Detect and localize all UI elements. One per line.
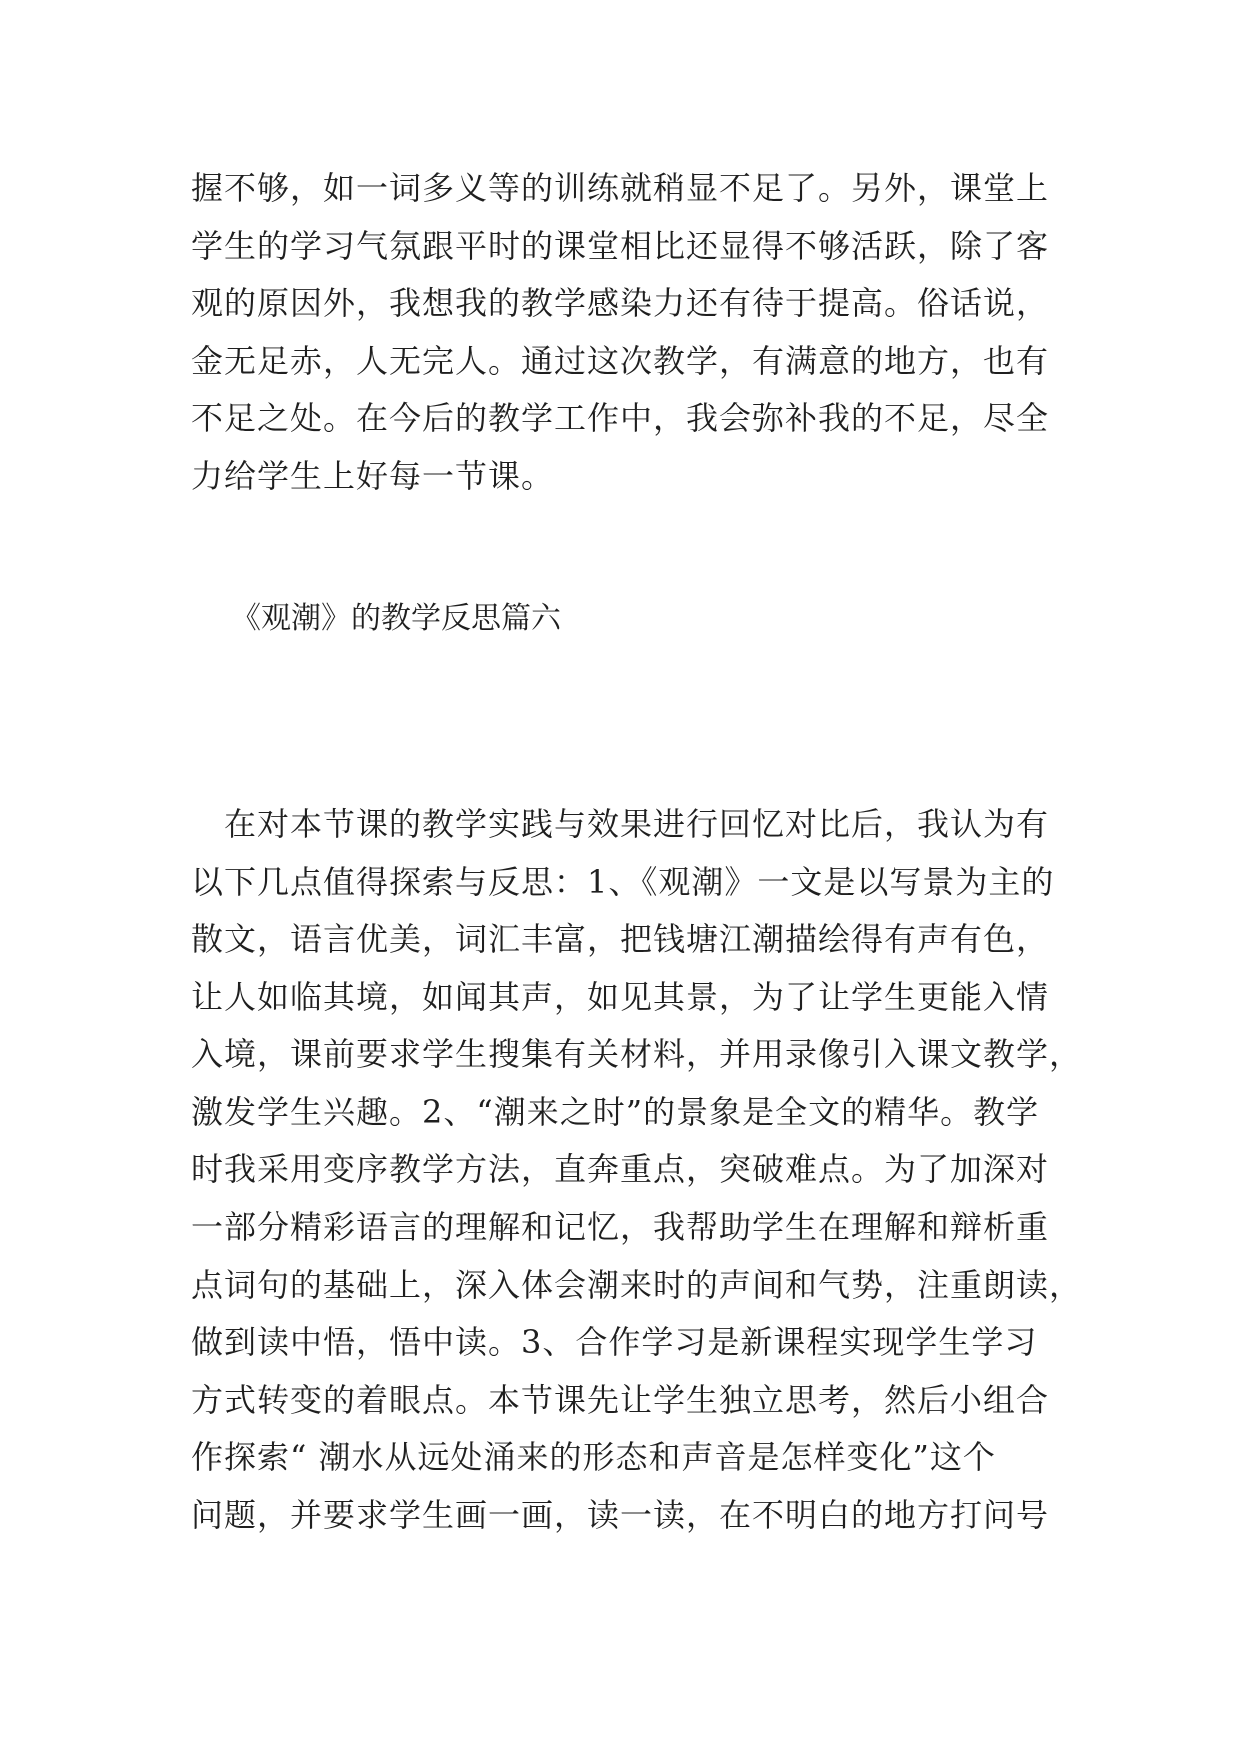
paragraph-line: 作探索“ 潮水从远处涌来的形态和声音是怎样变化”这个 <box>191 1438 996 1476</box>
paragraph-line: 力给学生上好每一节课。 <box>191 457 555 495</box>
paragraph-line: 入境，课前要求学生搜集有关材料，并用录像引入课文教学， <box>191 1035 1083 1073</box>
paragraph-line: 做到读中悟，悟中读。3、合作学习是新课程实现学生学习 <box>191 1323 1038 1361</box>
paragraph-line: 不足之处。在今后的教学工作中，我会弥补我的不足，尽全 <box>191 399 1050 437</box>
paragraph-line: 观的原因外，我想我的教学感染力还有待于提高。俗话说， <box>191 284 1050 322</box>
paragraph-line: 点词句的基础上，深入体会潮来时的声间和气势，注重朗读， <box>191 1266 1083 1304</box>
paragraph-line: 一部分精彩语言的理解和记忆，我帮助学生在理解和辩析重 <box>191 1208 1050 1246</box>
paragraph-line: 让人如临其境，如闻其声，如见其景，为了让学生更能入情 <box>191 978 1050 1016</box>
paragraph-line: 在对本节课的教学实践与效果进行回忆对比后，我认为有 <box>191 805 1050 843</box>
paragraph-line: 问题，并要求学生画一画，读一读，在不明白的地方打问号 <box>191 1496 1050 1534</box>
section-heading: 《观潮》的教学反思篇六 <box>231 601 561 636</box>
paragraph-line: 学生的学习气氛跟平时的课堂相比还显得不够活跃，除了客 <box>191 227 1050 265</box>
paragraph-line: 散文，语言优美，词汇丰富，把钱塘江潮描绘得有声有色， <box>191 920 1050 958</box>
paragraph-line: 方式转变的着眼点。本节课先让学生独立思考，然后小组合 <box>191 1381 1050 1419</box>
paragraph-line: 金无足赤，人无完人。通过这次教学，有满意的地方，也有 <box>191 342 1050 380</box>
paragraph-line: 时我采用变序教学方法，直奔重点，突破难点。为了加深对 <box>191 1150 1050 1188</box>
paragraph-line: 以下几点值得探索与反思：1、《观潮》一文是以写景为主的 <box>191 863 1055 901</box>
paragraph-line: 握不够，如一词多义等的训练就稍显不足了。另外，课堂上 <box>191 169 1050 207</box>
paragraph-line: 激发学生兴趣。2、“潮来之时”的景象是全文的精华。教学 <box>191 1093 1040 1131</box>
